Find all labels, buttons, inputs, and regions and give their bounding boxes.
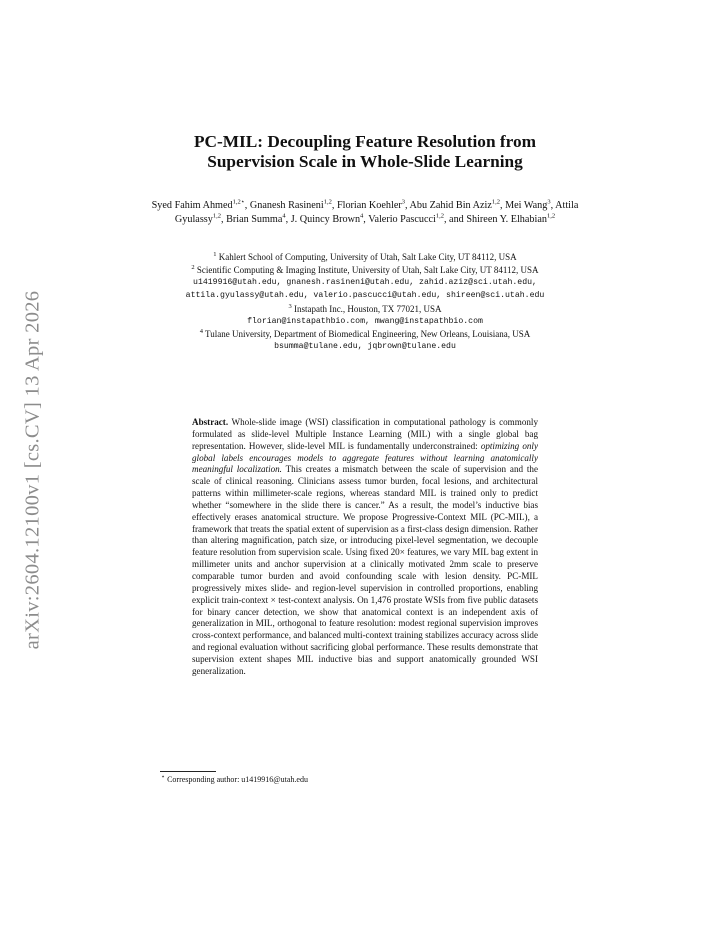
arxiv-identifier-stamp [18, 260, 48, 680]
arxiv-stamp-text: arXiv:2604.12100v1 [cs.CV] 13 Apr 2026 [21, 290, 44, 650]
abstract-heading: Abstract. [192, 417, 229, 427]
author-separator: , [500, 200, 506, 211]
affiliation-number: 3 [288, 302, 292, 310]
author-name: Abu Zahid Bin Aziz [409, 200, 492, 211]
author-separator: , [550, 200, 556, 211]
email-line: bsumma@tulane.edu, jqbrown@tulane.edu [274, 342, 456, 352]
author-affil-mark: 4 [360, 212, 364, 220]
author-separator: , [220, 214, 227, 225]
author-affil-mark: 3 [401, 198, 405, 206]
title-line-1: PC-MIL: Decoupling Feature Resolution from [193, 132, 537, 151]
affiliation-number: 1 [213, 251, 217, 258]
author-separator: , [363, 214, 366, 225]
abstract-text: Whole-slide image (WSI) classification in computational pathology is commonly formulated as slide-level Multiple Instance Learning (MIL) with a single global bag representation. However, slide-level MIL is fundamentally underconstrained: [192, 417, 538, 451]
author-name: Valerio Pascucci [368, 214, 436, 225]
author-name: Syed Fahim Ahmed [151, 200, 233, 211]
author-name: Brian Summa [226, 214, 283, 225]
affiliation-number: 2 [191, 263, 195, 271]
affiliation-text: Scientific Computing & Imaging Institute, University of Utah, Salt Lake City, UT 84112, USA [196, 264, 539, 275]
author-name: Shireen Y. Elhabian [466, 214, 547, 225]
author-affil-mark: 4 [282, 212, 286, 220]
author-name: Attila Gyulassy [174, 200, 579, 225]
affiliation-number: 4 [199, 328, 203, 336]
affiliation-3 [150, 303, 580, 316]
abstract-text: This creates a mismatch between the scale of supervision and the scale of clinical reasoning. Clinicians assess tumor burden, focal lesions, and architectural patterns within millimeter-scale regions, whereas standard MIL is trained only to predict whether “somewhere in the slide there is cancer.” As a result, the model’s inductive bias effectively erases anatomical structure. We propose Progressive-Context MIL (PC-MIL), a framework that treats the spatial extent of supervision as a first-class design dimension. Rather than altering magnification, patch size, or introducing pixel-level segmentation, we decouple feature resolution from supervision scale. Using fixed 20× features, we vary MIL bag extent in millimeter units and anchor supervision at a clinically motivated 2mm scale to preserve comparable tumor burden and avoid confounding scale with lesion density. PC-MIL progressively mixes slide- and region-level supervision in controlled proportions, enabling explicit train-context × test-context analysis. On 1,476 prostate WSIs from five public datasets for binary cancer detection, we show that anatomical context is an independent axis of generalization in MIL, orthogonal to feature resolution: modest regional supervision improves cross-context performance, and balanced multi-context training stabilizes accuracy across slide and regional evaluation without sacrificing global performance. These results demonstrate that supervision extent shapes MIL inductive bias and support anatomically grounded WSI generalization. [192, 464, 538, 676]
email-line: florian@instapathbio.com, mwang@instapathbio.com [247, 316, 483, 326]
author-list [150, 199, 580, 227]
author-name: Mei Wang [505, 200, 548, 211]
affiliation-block [150, 251, 580, 354]
affiliation-text: Kahlert School of Computing, University of Utah, Salt Lake City, UT 84112, USA [218, 252, 517, 262]
author-affil-mark: 3 [547, 198, 551, 206]
author-separator: , [405, 200, 410, 211]
footnote-divider [160, 771, 216, 772]
email-line: attila.gyulassy@utah.edu, valerio.pascucci@utah.edu, shireen@sci.utah.edu [185, 290, 545, 300]
author-affil-mark: 1,2 [491, 198, 500, 206]
footnote-text: Corresponding author: u1419916@utah.edu [165, 775, 308, 784]
affiliation-4 [150, 328, 580, 341]
paper-title [150, 132, 580, 172]
title-line-2: Supervision Scale in Whole-Slide Learning [207, 152, 523, 171]
author-affil-mark: 1,2 [546, 212, 556, 220]
author-separator: , and [443, 214, 467, 225]
author-affil-mark: 1,2 [435, 212, 444, 220]
affiliation-text: Tulane University, Department of Biomedical Engineering, New Orleans, Louisiana, USA [205, 329, 531, 340]
author-separator: , [244, 200, 250, 211]
author-affil-mark: 1,2⋆ [232, 198, 245, 206]
email-line: u1419916@utah.edu, gnanesh.rasineni@utah.edu, zahid.aziz@sci.utah.edu, [193, 277, 537, 287]
author-name: Gnanesh Rasineni [249, 200, 324, 211]
abstract [192, 417, 538, 678]
footnote [161, 775, 581, 785]
author-name: Florian Koehler [336, 200, 402, 211]
footnote-mark: ⋆ [161, 773, 166, 781]
affiliation-text: Instapath Inc., Houston, TX 77021, USA [293, 303, 442, 314]
affiliation-1 [150, 251, 580, 264]
author-separator: , [285, 214, 291, 225]
author-name: J. Quincy Brown [290, 214, 361, 225]
author-affil-mark: 1,2 [323, 198, 332, 206]
author-affil-mark: 1,2 [212, 212, 221, 220]
abstract-emphasis: optimizing only global labels encourages models to aggregate features without learning anatomically meaningful localization. [192, 440, 538, 475]
author-separator: , [331, 200, 337, 211]
affiliation-2 [150, 264, 580, 277]
